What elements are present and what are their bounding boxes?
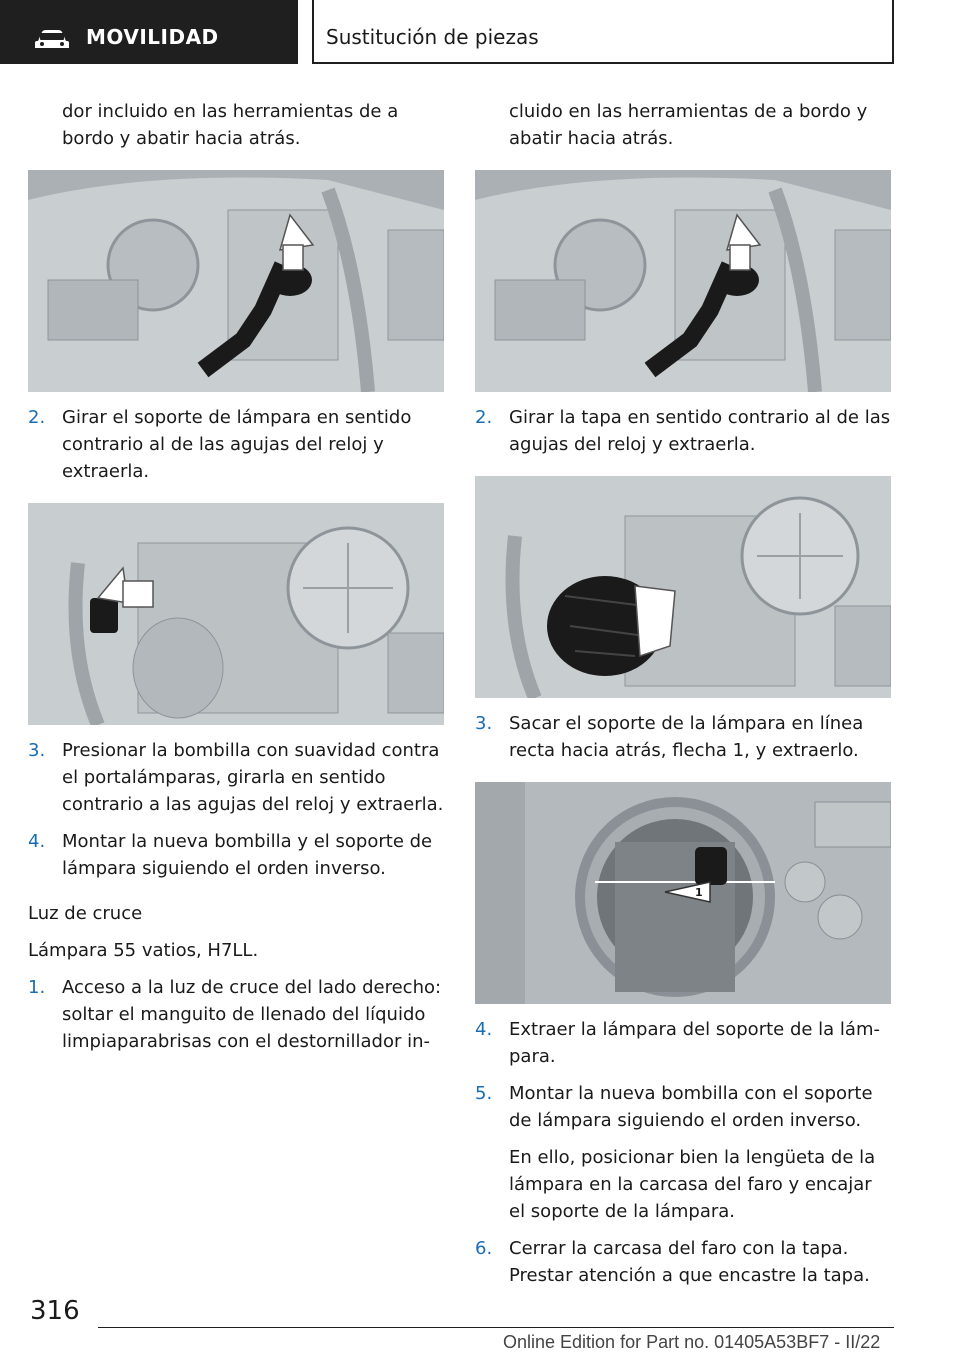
footer-divider	[98, 1327, 894, 1328]
page-title-box	[312, 0, 894, 64]
cover-removal-photo	[475, 476, 891, 698]
right-step-5	[475, 1080, 891, 1134]
car-icon	[34, 27, 70, 51]
page-title: Sustitución de piezas	[326, 25, 539, 49]
step-text: Presionar la bombilla con suavidad contra el portalámparas, girarla en sentido contrario a las agujas del reloj y extraerla.	[62, 740, 444, 815]
step-number: 6.	[475, 1238, 493, 1259]
step-text: Montar la nueva bombilla con el soporte de lámpara siguiendo el orden inverso.	[509, 1083, 873, 1131]
section-label: MOVILIDAD	[86, 25, 219, 49]
right-column	[475, 98, 891, 1289]
left-intro-text: dor incluido en las herramientas de a bordo y abatir hacia atrás.	[62, 101, 399, 149]
lamp-holder-rotate-photo	[28, 503, 444, 725]
edition-text: Online Edition for Part no. 01405A53BF7 - II/22	[503, 1332, 881, 1352]
step-number: 2.	[28, 407, 46, 428]
headlight-filler-photo-right	[475, 170, 891, 392]
right-step-6	[475, 1235, 891, 1289]
left-column	[28, 98, 444, 1055]
lamp-socket-pull-photo	[475, 782, 891, 1004]
step-text: Montar la nueva bombilla y el soporte de lámpara siguiendo el orden inverso.	[62, 831, 433, 879]
right-step-3	[475, 710, 891, 764]
left-step-2	[28, 404, 444, 485]
right-step-5-note: En ello, posicionar bien la lengüeta de la lámpara en la carcasa del faro y encajar el soporte de la lámpara.	[509, 1147, 876, 1222]
step-text: Acceso a la luz de cruce del lado derecho: soltar el manguito de llenado del líquido limpiaparabrisas con el destornillador in-	[62, 977, 442, 1052]
step-number: 1.	[28, 977, 46, 998]
step-number: 2.	[475, 407, 493, 428]
step-text: Extraer la lámpara del soporte de la lámpara.	[509, 1019, 880, 1067]
lamp-spec: Lámpara 55 vatios, H7LL.	[28, 940, 259, 961]
section-tab	[0, 0, 298, 64]
right-step-2	[475, 404, 891, 458]
step-text: Girar la tapa en sentido contrario al de las agujas del reloj y extraerla.	[509, 407, 891, 455]
step-number: 3.	[28, 740, 46, 761]
section-heading: Luz de cruce	[28, 903, 143, 924]
step-text: Girar el soporte de lámpara en sentido contrario al de las agujas del reloj y extraerla.	[62, 407, 412, 482]
page-number: 316	[30, 1296, 80, 1326]
right-intro-text: cluido en las herramientas de a bordo y abatir hacia atrás.	[509, 101, 868, 149]
step-text: Cerrar la carcasa del faro con la tapa. Prestar atención a que encastre la tapa.	[509, 1238, 870, 1286]
step-text: Sacar el soporte de la lámpara en línea recta hacia atrás, flecha 1, y extraerlo.	[509, 713, 864, 761]
step-number: 4.	[475, 1019, 493, 1040]
arrow-label: 1	[695, 886, 703, 899]
step-number: 5.	[475, 1083, 493, 1104]
left-step-4	[28, 828, 444, 882]
right-step-4	[475, 1016, 891, 1070]
step-number: 4.	[28, 831, 46, 852]
headlight-filler-photo	[28, 170, 444, 392]
step-number: 3.	[475, 713, 493, 734]
left-step-1	[28, 974, 444, 1055]
left-step-3	[28, 737, 444, 818]
